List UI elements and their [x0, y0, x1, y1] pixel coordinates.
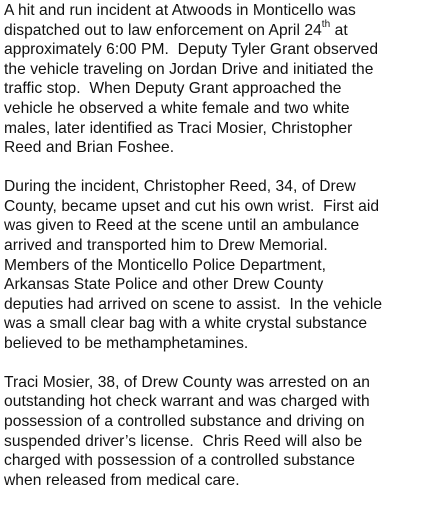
text-line: when released from medical care.: [4, 471, 240, 489]
text-line: possession of a controlled substance and driving on: [4, 413, 365, 431]
text-line: During the incident, Christopher Reed, 34, of Drew: [4, 178, 356, 196]
text-line: the vehicle traveling on Jordan Drive and initiated the: [4, 60, 374, 78]
text-line: Reed and Brian Foshee.: [4, 139, 175, 157]
text-line: traffic stop. When Deputy Grant approached the: [4, 80, 342, 98]
text-line: arrived and transported him to Drew Memorial.: [4, 236, 328, 254]
text-line: deputies had arrived on scene to assist. In the vehicle: [4, 295, 383, 313]
paragraph-1: [4, 1, 440, 158]
paragraph-3: [4, 373, 440, 491]
text-line: Arkansas State Police and other Drew County: [4, 276, 324, 294]
text-line: Traci Mosier, 38, of Drew County was arrested on an: [4, 373, 370, 391]
text-line: [4, 21, 440, 41]
text-line: charged with possession of a controlled substance: [4, 452, 355, 470]
text-line: A hit and run incident at Atwoods in Monticello was: [4, 2, 356, 19]
text-line: was given to Reed at the scene until an ambulance: [4, 217, 360, 235]
text-line: males, later identified as Traci Mosier, Christopher: [4, 119, 353, 137]
text-line: vehicle he observed a white female and two white: [4, 99, 350, 117]
text-line: outstanding hot check warrant and was charged with: [4, 393, 370, 411]
paragraph-2: [4, 177, 440, 353]
text-line: approximately 6:00 PM. Deputy Tyler Grant observed: [4, 41, 379, 59]
text-line: suspended driver’s license. Chris Reed will also be: [4, 432, 363, 450]
text-line: believed to be methamphetamines.: [4, 334, 249, 352]
text-segment: dispatched out to law enforcement on April 24: [4, 21, 322, 39]
document-body: [4, 1, 440, 510]
text-line: was a small clear bag with a white crystal substance: [4, 315, 368, 333]
ordinal-suffix: th: [321, 19, 331, 31]
text-line: Members of the Monticello Police Department,: [4, 256, 327, 274]
text-segment: at: [330, 21, 348, 39]
text-line: County, became upset and cut his own wrist. First aid: [4, 197, 380, 215]
